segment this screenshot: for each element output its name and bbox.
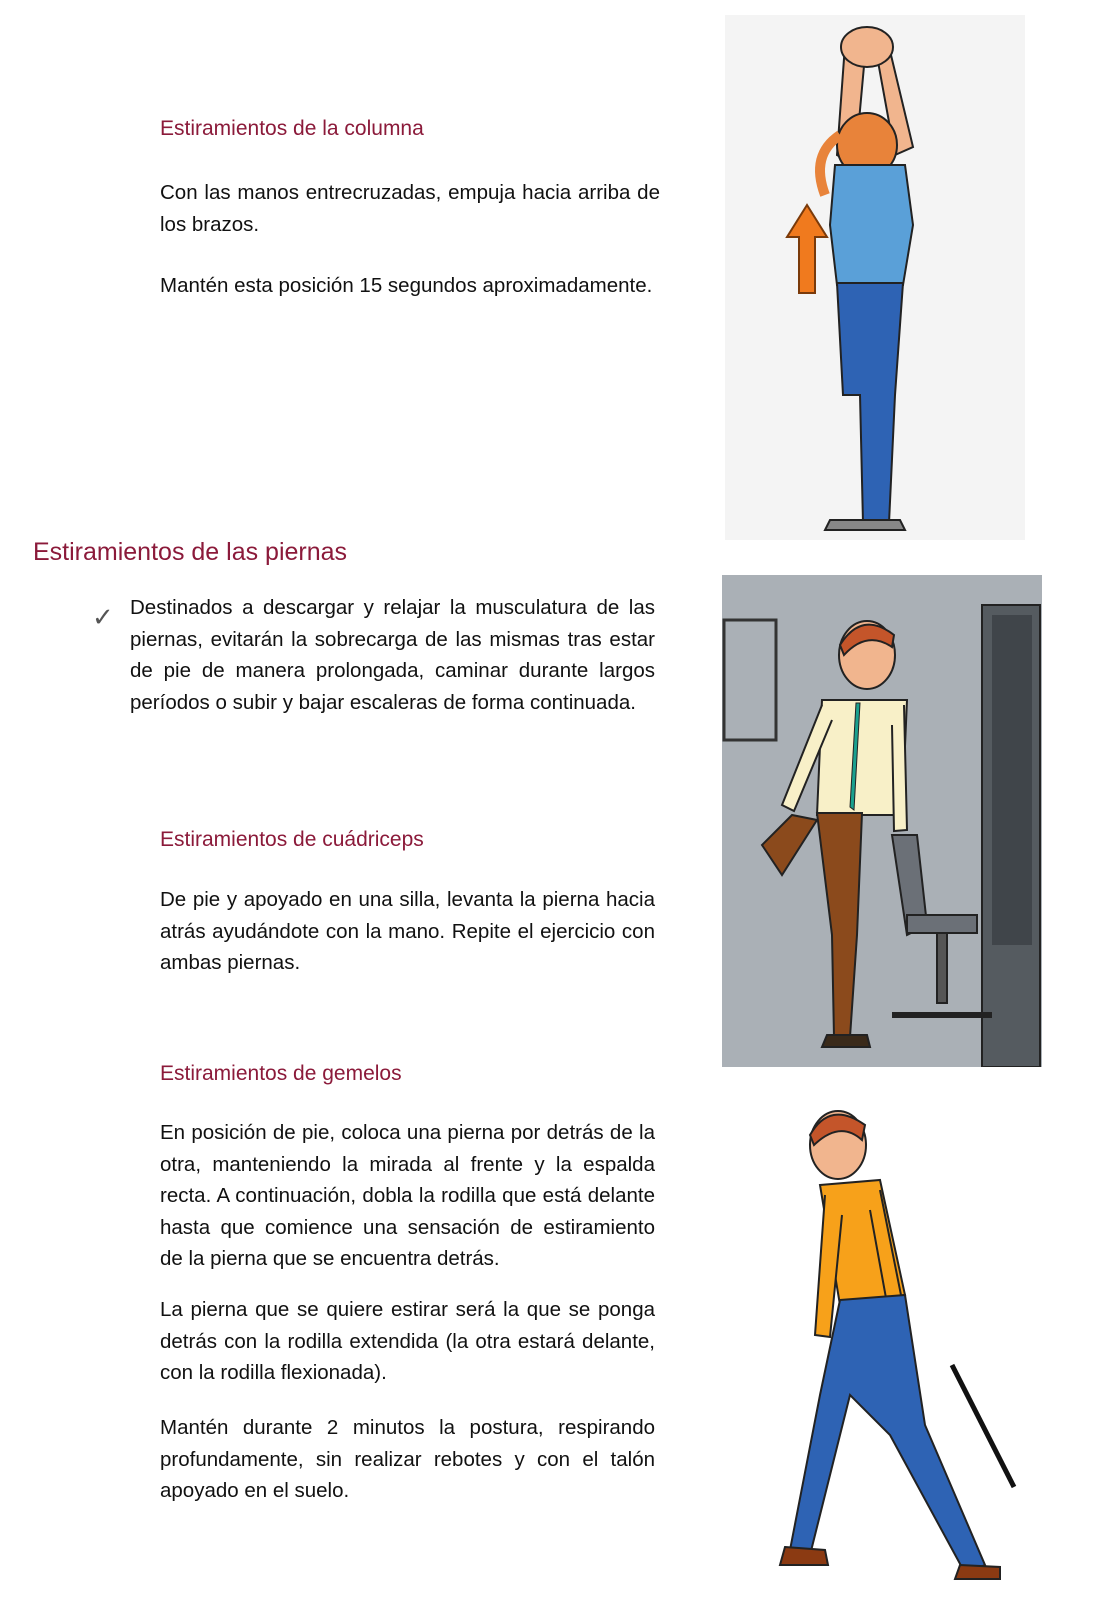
quadriceps-stretch-text: De pie y apoyado en una silla, levanta la pierna hacia atrás ayudándote con la mano. Repite el ejercicio con ambas piernas.	[160, 888, 655, 974]
calves-stretch-text-1: En posición de pie, coloca una pierna por detrás de la otra, manteniendo la mirada al frente y la espalda recta. A continuación, dobla la rodilla que está delante hasta que comience una sensación de estiramiento de la pierna que se encuentra detrás.	[160, 1121, 655, 1270]
column-stretch-text-2: Mantén esta posición 15 segundos aproximadamente.	[160, 274, 653, 297]
column-stretch-illustration	[725, 15, 1025, 540]
checkmark-icon: ✓	[92, 602, 114, 632]
calves-stretch-text-3: Mantén durante 2 minutos la postura, respirando profundamente, sin realizar rebotes y con el talón apoyado en el suelo.	[160, 1416, 655, 1502]
calves-stretch-heading: Estiramientos de gemelos	[160, 1062, 402, 1085]
calves-stretch-text-2: La pierna que se quiere estirar será la que se ponga detrás con la rodilla extendida (la otra estará delante, con la rodilla flexionada).	[160, 1298, 655, 1384]
column-stretch-heading: Estiramientos de la columna	[160, 117, 424, 140]
column-stretch-text-1: Con las manos entrecruzadas, empuja hacia arriba de los brazos.	[160, 181, 660, 236]
legs-section-heading: Estiramientos de las piernas	[33, 538, 348, 566]
quadriceps-stretch-heading: Estiramientos de cuádriceps	[160, 828, 424, 851]
calves-stretch-illustration	[730, 1095, 1030, 1595]
quadriceps-stretch-illustration	[722, 575, 1042, 1067]
legs-bullet-text: Destinados a descargar y relajar la musculatura de las piernas, evitarán la sobrecarga de las mismas tras estar de pie de manera prolongada, caminar durante largos períodos o subir y bajar escaleras de forma continuada.	[130, 596, 655, 714]
